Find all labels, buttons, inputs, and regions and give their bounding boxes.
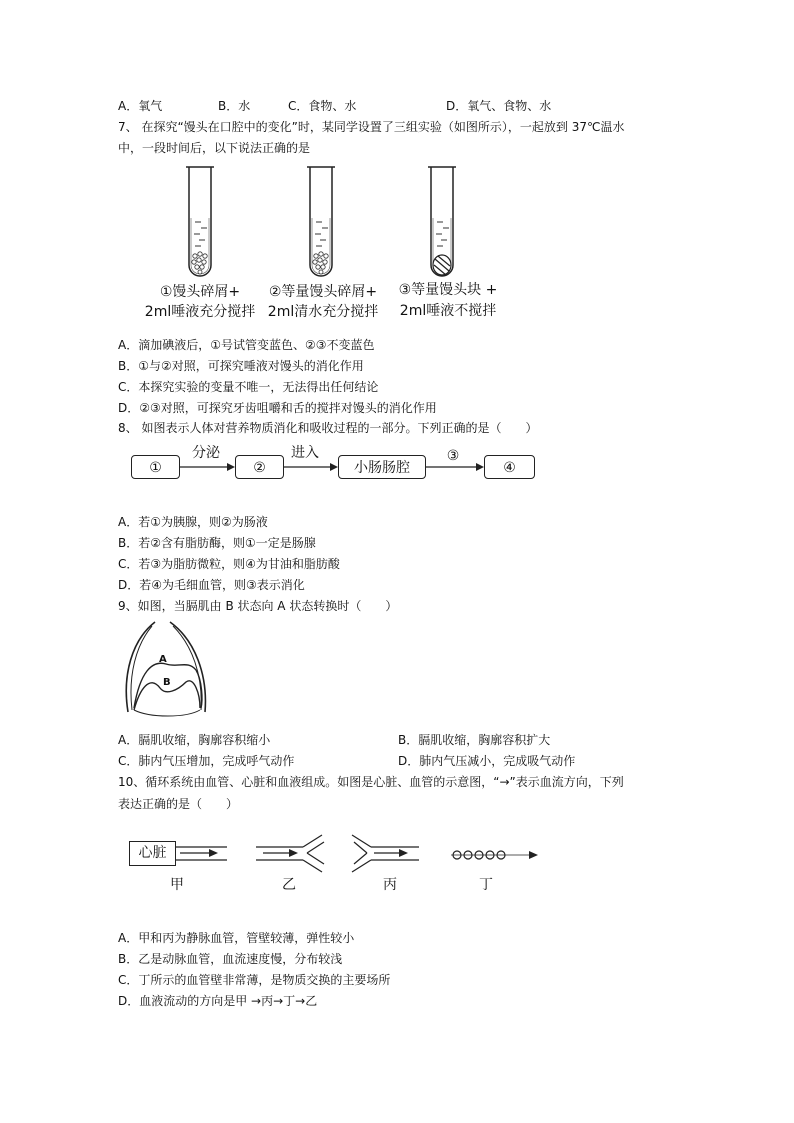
tube1-label-line2: 2ml唾液充分搅拌 [144, 304, 256, 320]
q10-option-c: C．丁所示的血管壁非常薄，是物质交换的主要场所 [118, 973, 391, 987]
q9-option-a: A．膈肌收缩，胸廓容积缩小 [118, 733, 271, 747]
q6-option-a: A．氧气 [118, 99, 163, 113]
q10-stem-line1: 10、循环系统由血管、心脏和血液组成。如图是心脏、血管的示意图，“→”表示血流方向，下列 [118, 775, 624, 789]
flow-box-2: ② [235, 455, 284, 479]
flow-box-4: ④ [484, 455, 535, 479]
label-ding: 丁 [479, 877, 493, 893]
q7-stem-line2: 中，一段时间后，以下说法正确的是 [118, 141, 311, 155]
q7-option-d: D．②③对照，可探究牙齿咀嚼和舌的搅拌对馒头的消化作用 [118, 401, 437, 415]
heart-box: 心脏 [129, 841, 176, 866]
label-yi: 乙 [282, 877, 296, 893]
vessel-bing [352, 835, 419, 872]
diaphragm-label-b: B [163, 677, 171, 688]
q9-option-d: D．肺内气压减小，完成吸气动作 [398, 754, 576, 768]
q6-option-c: C．食物、水 [288, 99, 357, 113]
flow-box-3: 小肠肠腔 [338, 455, 426, 479]
q8-option-c: C．若③为脂肪微粒，则④为甘油和脂肪酸 [118, 557, 340, 571]
vessel-ding [451, 851, 538, 859]
tube2-label-line2: 2ml清水充分搅拌 [267, 304, 379, 320]
q7-stem-line1: 7、 在探究“馒头在口腔中的变化”时，某同学设置了三组实验（如图所示），一起放到 37℃温水 [118, 120, 625, 134]
q8-option-d: D．若④为毛细血管，则③表示消化 [118, 578, 305, 592]
label-jia: 甲 [170, 877, 184, 893]
q9-stem: 9、如图，当膈肌由 B 状态向 A 状态转换时（ ） [118, 599, 398, 613]
vessel-jia [176, 847, 227, 860]
diaphragm-label-a: A [159, 654, 167, 665]
tube1-label-line1: ①馒头碎屑+ [159, 284, 241, 300]
q6-option-d: D．氧气、食物、水 [446, 99, 552, 113]
q7-option-a: A．滴加碘液后，①号试管变蓝色、②③不变蓝色 [118, 338, 375, 352]
flow-box-1: ① [131, 455, 180, 479]
arrow-label-3: ③ [446, 448, 460, 464]
tube3-label-line2: 2ml唾液不搅拌 [399, 303, 497, 319]
label-bing: 丙 [383, 877, 397, 893]
q8-stem: 8、 如图表示人体对营养物质消化和吸收过程的一部分。下列正确的是（ ） [118, 421, 538, 435]
q10-option-b: B．乙是动脉血管，血流速度慢，分布较浅 [118, 952, 343, 966]
vessel-yi [256, 835, 324, 872]
tube2-label-line1: ②等量馒头碎屑+ [268, 284, 378, 300]
arrow-label-secrete: 分泌 [192, 445, 220, 461]
arrow-label-enter: 进入 [291, 445, 319, 461]
q7-option-b: B．①与②对照，可探究唾液对馒头的消化作用 [118, 359, 364, 373]
q6-option-b: B．水 [218, 99, 251, 113]
q8-option-a: A．若①为胰腺，则②为肠液 [118, 515, 268, 529]
q9-option-c: C．肺内气压增加，完成呼气动作 [118, 754, 295, 768]
tube3-label-line1: ③等量馒头块 + [398, 282, 498, 298]
q10-option-a: A．甲和丙为静脉血管，管壁较薄，弹性较小 [118, 931, 355, 945]
q8-option-b: B．若②含有脂肪酶，则①一定是肠腺 [118, 536, 316, 550]
q7-option-c: C．本探究实验的变量不唯一，无法得出任何结论 [118, 380, 379, 394]
q10-stem-line2: 表达正确的是（ ） [118, 797, 239, 811]
q10-option-d: D．血液流动的方向是甲 →丙→丁→乙 [118, 994, 318, 1008]
q9-option-b: B．膈肌收缩，胸廓容积扩大 [398, 733, 551, 747]
